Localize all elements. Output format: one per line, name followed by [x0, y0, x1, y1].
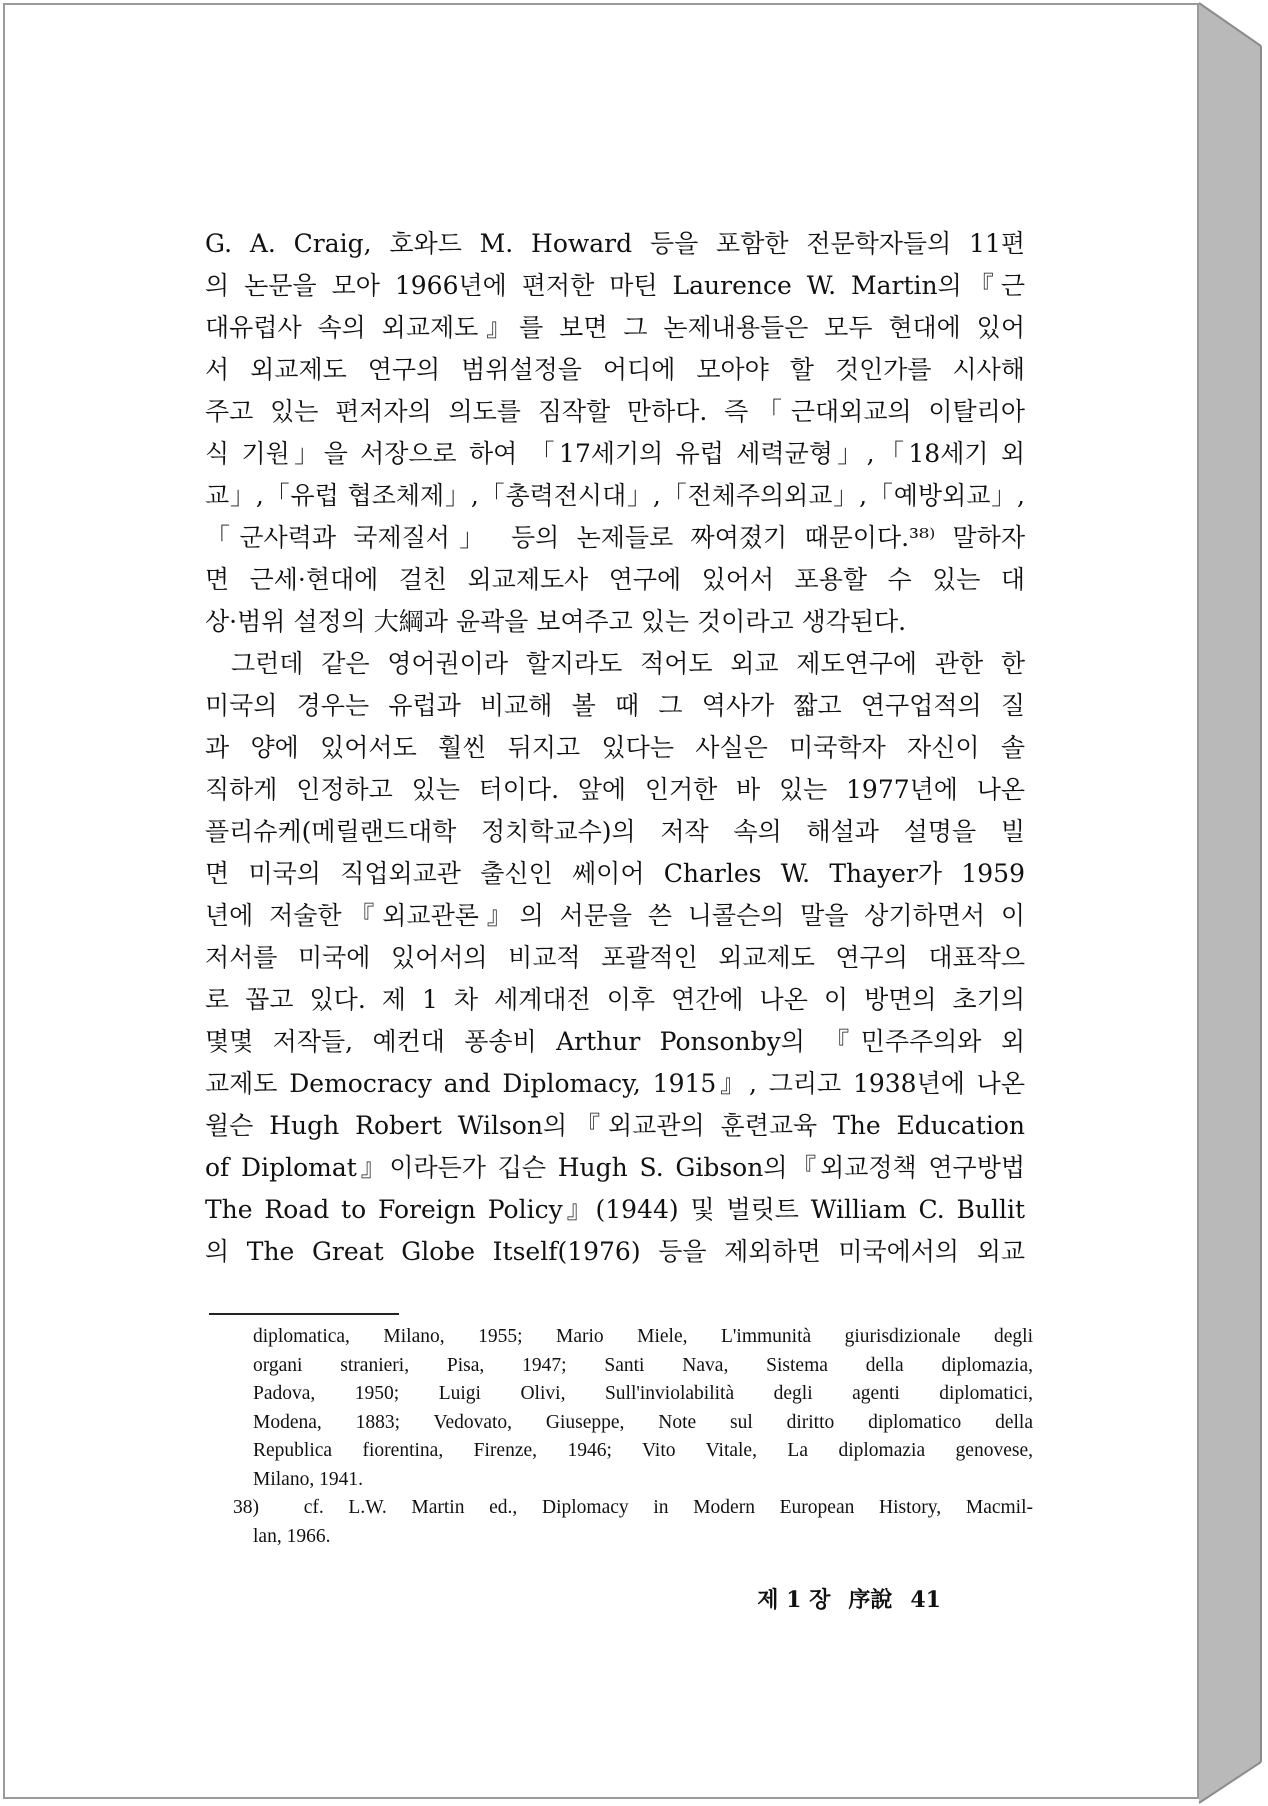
footnote-line: Republica fiorentina, Firenze, 1946; Vito Vitale, La diplomazia genovese,: [253, 1440, 1033, 1461]
footnote-38-number: 38): [233, 1497, 259, 1518]
body-line: 주고 있는 편저자의 의도를 짐작할 만하다. 즉「근대외교의 이탈리아: [205, 397, 1025, 426]
body-line: 과 양에 있어서도 훨씬 뒤지고 있다는 사실은 미국학자 자신이 솔: [205, 733, 1025, 762]
footnote-38-line: [233, 1494, 1033, 1523]
footnote-rule: [209, 1313, 399, 1315]
body-line: 교제도 Democracy and Diplomacy, 1915』, 그리고 1938년에 나온: [205, 1069, 1025, 1098]
body-line: 의 논문을 모아 1966년에 편저한 마틴 Laurence W. Martin의『근: [205, 271, 1025, 300]
footnote-continuation: [253, 1323, 1033, 1494]
body-line: 교」,「유럽 협조체제」,「총력전시대」,「전체주의외교」,「예방외교」,: [205, 481, 1025, 510]
spine-face: [1199, 3, 1261, 1803]
body-line: 대유럽사 속의 외교제도』를 보면 그 논제내용들은 모두 현대에 있어: [205, 313, 1025, 342]
footnote-38-text: cf. L.W. Martin ed., Diplomacy in Modern European History, Macmil-: [303, 1497, 1033, 1518]
body-line: 플리슈케(메릴랜드대학 정치학교수)의 저작 속의 해설과 설명을 빌: [205, 817, 1025, 846]
footnotes: [233, 1323, 1033, 1551]
body-line: 식 기원」을 서장으로 하여 「17세기의 유럽 세력균형」,「18세기 외: [205, 439, 1025, 468]
body-line: 의 The Great Globe Itself(1976) 등을 제외하면 미국에서의 외교: [205, 1237, 1025, 1266]
footnote-38-line-2: lan, 1966.: [253, 1525, 331, 1547]
body-line: 그런데 같은 영어권이라 할지라도 적어도 외교 제도연구에 관한 한: [231, 649, 1025, 678]
page-number: 41: [910, 1587, 941, 1613]
book-spine: [1197, 0, 1265, 1806]
section-title: 序說: [848, 1587, 893, 1613]
body-line: 면 근세·현대에 걸친 외교제도사 연구에 있어서 포용할 수 있는 대: [205, 565, 1025, 594]
chapter-label: 제 1 장: [757, 1587, 831, 1613]
body-line: 윌슨 Hugh Robert Wilson의『외교관의 훈련교육 The Education: [205, 1111, 1025, 1140]
body-line: 미국의 경우는 유럽과 비교해 볼 때 그 역사가 짧고 연구업적의 질: [205, 691, 1025, 720]
footnote-line: Padova, 1950; Luigi Olivi, Sull'inviolabilità degli agenti diplomatici,: [253, 1383, 1033, 1404]
body-text: [205, 223, 1025, 1273]
footnote-line: Modena, 1883; Vedovato, Giuseppe, Note sul diritto diplomatico della: [253, 1411, 1033, 1433]
body-line: 서 외교제도 연구의 범위설정을 어디에 모아야 할 것인가를 시사해: [205, 355, 1025, 384]
book-page: [3, 3, 1199, 1799]
body-line: 「군사력과 국제질서」 등의 논제들로 짜여졌기 때문이다.³⁸⁾ 말하자: [205, 523, 1025, 552]
body-line: G. A. Craig, 호와드 M. Howard 등을 포함한 전문학자들의 11편: [205, 229, 1025, 258]
running-footer: [739, 1583, 941, 1614]
body-line: 년에 저술한『외교관론』의 서문을 쓴 니콜슨의 말을 상기하면서 이: [205, 901, 1025, 930]
footnote-line: organi stranieri, Pisa, 1947; Santi Nava, Sistema della diplomazia,: [253, 1354, 1033, 1376]
footnote-line: diplomatica, Milano, 1955; Mario Miele, L'immunità giurisdizionale degli: [253, 1326, 1033, 1347]
body-line: of Diplomat』이라든가 깁슨 Hugh S. Gibson의『외교정책 연구방법: [205, 1153, 1025, 1182]
body-line: 직하게 인정하고 있는 터이다. 앞에 인거한 바 있는 1977년에 나온: [205, 775, 1025, 804]
body-line: 면 미국의 직업외교관 출신인 쎄이어 Charles W. Thayer가 1959: [205, 859, 1025, 888]
body-line: 로 꼽고 있다. 제 1 차 세계대전 이후 연간에 나온 이 방면의 초기의: [205, 985, 1025, 1014]
body-line: 상·범위 설정의 大綱과 윤곽을 보여주고 있는 것이라고 생각된다.: [205, 607, 907, 636]
body-line: 저서를 미국에 있어서의 비교적 포괄적인 외교제도 연구의 대표작으: [205, 943, 1025, 972]
body-line: 몇몇 저작들, 예컨대 퐁송비 Arthur Ponsonby의 『민주주의와 외: [205, 1027, 1025, 1056]
footnote-line: Milano, 1941.: [253, 1468, 363, 1490]
body-line: The Road to Foreign Policy』(1944) 및 벌릿트 William C. Bullit: [205, 1195, 1025, 1224]
